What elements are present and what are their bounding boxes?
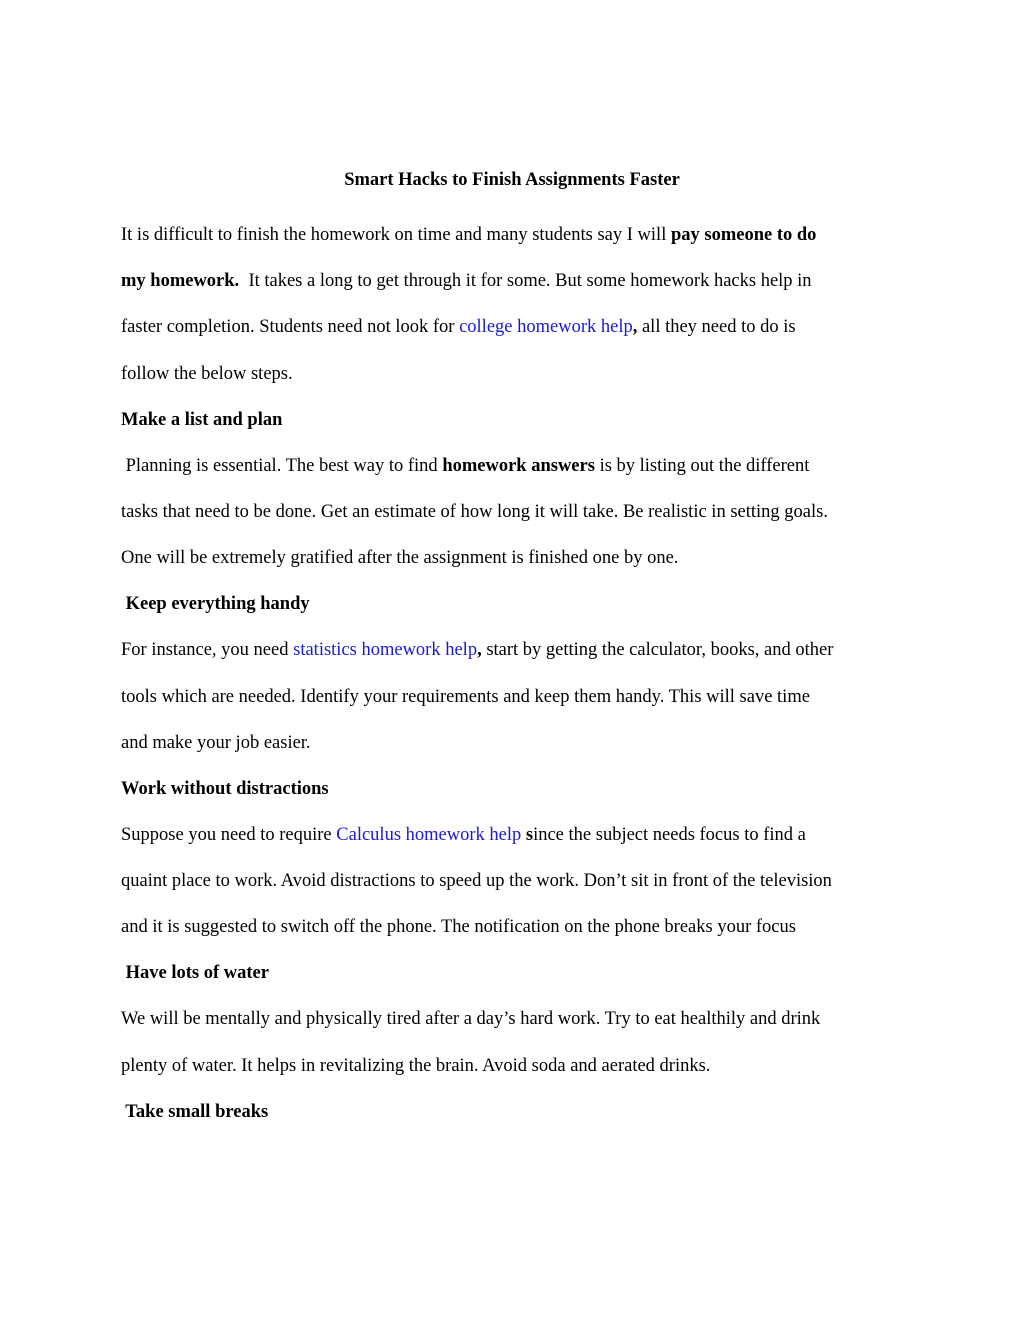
paragraph-line: [121, 258, 903, 304]
paragraph-line: follow the below steps.: [121, 363, 293, 384]
text-run: It takes a long to get through it for some. But some homework hacks help in: [239, 271, 812, 292]
text-run: It is difficult to finish the homework on time and many students say I will: [121, 225, 671, 245]
paragraph-line: [121, 443, 903, 489]
paragraph-line: [121, 627, 903, 673]
section-paragraph-have-lots-of-water: [121, 996, 903, 1088]
bold-comma: ,: [632, 317, 638, 338]
college-homework-help-link[interactable]: college homework help: [459, 317, 633, 338]
section-paragraph-make-a-list: [121, 443, 903, 582]
text-run: start by getting the calculator, books, and other: [481, 640, 834, 661]
paragraph-line: [121, 812, 903, 858]
section-heading-make-a-list: Make a list and plan: [121, 409, 283, 430]
bold-comma: ,: [477, 640, 482, 661]
bold-keyword: homework answers: [442, 455, 595, 476]
paragraph-line: [121, 212, 903, 258]
paragraph-line: and make your job easier.: [121, 732, 311, 753]
section-heading-work-without-distractions: Work without distractions: [121, 778, 329, 799]
paragraph-line: One will be extremely gratified after the assignment is finished one by one.: [121, 548, 679, 569]
text-run: faster completion. Students need not look for: [121, 317, 460, 338]
section-heading-take-small-breaks: Take small breaks: [121, 1101, 269, 1122]
text-run: For instance, you need: [121, 640, 294, 661]
section-heading-keep-everything-handy: Keep everything handy: [121, 594, 310, 615]
bold-letter: s: [521, 824, 534, 845]
text-run: Suppose you need to require: [121, 824, 337, 845]
document-body: [121, 166, 903, 1135]
text-run: is by listing out the different: [594, 455, 810, 476]
paragraph-line: tasks that need to be done. Get an estimate of how long it will take. Be realistic in setting goals.: [121, 501, 828, 522]
text-run: Planning is essential. The best way to find: [121, 455, 443, 476]
statistics-homework-help-link[interactable]: statistics homework help: [293, 640, 478, 661]
document-title: Smart Hacks to Finish Assignments Faster: [344, 170, 680, 190]
paragraph-line: and it is suggested to switch off the phone. The notification on the phone breaks your focus: [121, 917, 796, 938]
paragraph-line: [121, 304, 903, 350]
text-run: ince the subject needs focus to find a: [533, 824, 806, 845]
calculus-homework-help-link[interactable]: Calculus homework help: [336, 824, 522, 845]
bold-keyword: pay someone to do: [670, 225, 817, 245]
bold-keyword: my homework.: [121, 271, 240, 292]
section-heading-have-lots-of-water: Have lots of water: [121, 963, 269, 984]
intro-paragraph: [121, 212, 903, 397]
paragraph-line: tools which are needed. Identify your requirements and keep them handy. This will save time: [121, 686, 810, 707]
paragraph-line: We will be mentally and physically tired after a day’s hard work. Try to eat healthily and drink: [121, 1009, 821, 1030]
paragraph-line: quaint place to work. Avoid distractions to speed up the work. Don’t sit in front of the television: [121, 871, 832, 892]
paragraph-line: plenty of water. It helps in revitalizing the brain. Avoid soda and aerated drinks.: [121, 1055, 711, 1076]
text-run: all they need to do is: [637, 317, 796, 338]
section-paragraph-keep-everything-handy: [121, 627, 903, 766]
section-paragraph-work-without-distractions: [121, 812, 903, 951]
